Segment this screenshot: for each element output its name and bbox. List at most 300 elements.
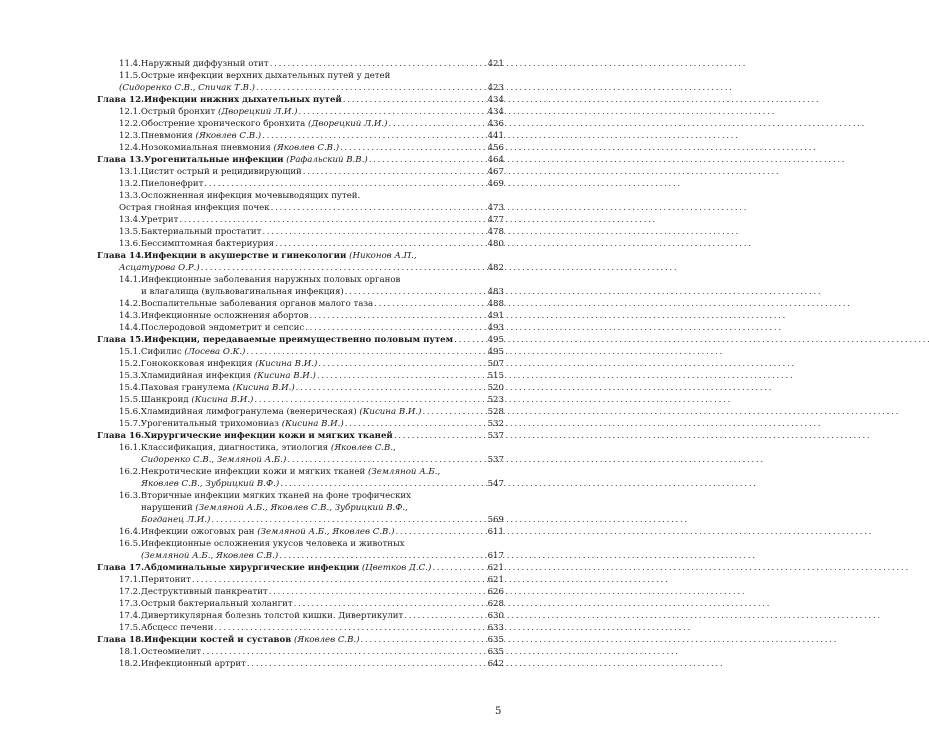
toc-page-number: 617 (487, 551, 504, 561)
toc-entry-row (97, 622, 504, 634)
toc-chapter-row (97, 94, 504, 106)
toc-title-wrap (141, 238, 274, 250)
toc-chapter-row (97, 334, 504, 346)
toc-leader-dots (287, 454, 486, 466)
toc-title: Урогенитальные инфекции (144, 155, 284, 165)
toc-title-wrap (141, 178, 203, 190)
toc-title: Инфекционные осложнения абортов (140, 311, 309, 321)
toc-leader-dots (204, 178, 486, 190)
toc-title: Вторичные инфекции мягких тканей на фоне трофических (140, 491, 412, 501)
toc-title-wrap (141, 478, 279, 490)
toc-title: Острая гнойная инфекция почек (119, 203, 270, 213)
toc-leader-dots (192, 574, 487, 586)
toc-author: (Дворецкий Л.И.) (307, 119, 388, 129)
toc-title: Обострение хронического бронхита (140, 119, 306, 129)
toc-title-wrap (144, 334, 453, 346)
toc-page-number: 421 (487, 59, 504, 69)
toc-leader-dots (369, 154, 487, 166)
toc-title: Послеродовой эндометрит и сепсис (140, 323, 305, 333)
toc-entry-row (97, 190, 504, 202)
toc-entry-row (97, 166, 504, 178)
toc-title: Перитонит (140, 575, 191, 585)
toc-title-wrap (141, 346, 245, 358)
toc-entry-row (97, 490, 504, 502)
toc-author: (Кисина В.И.) (281, 419, 344, 429)
toc-title: Абсцесс печени (140, 623, 214, 633)
toc-page-number: 635 (487, 647, 504, 657)
toc-leader-dots (298, 106, 486, 118)
toc-title-wrap (141, 610, 403, 622)
toc-entry-row (97, 58, 504, 70)
toc-title-wrap (141, 106, 298, 118)
toc-title: Осложненная инфекция мочевыводящих путей. (140, 191, 361, 201)
toc-author: (Кисина В.И.) (253, 371, 316, 381)
toc-page-number: 491 (487, 311, 504, 321)
toc-entry-row (97, 238, 504, 250)
toc-number: 15.1. (119, 347, 141, 357)
toc-leader-dots (394, 430, 487, 442)
toc-entry-row (97, 526, 504, 538)
toc-number: 13.4. (119, 215, 141, 225)
toc-number: 18.2. (119, 659, 141, 669)
toc-title-wrap (144, 94, 342, 106)
toc-page-number: 469 (487, 179, 504, 189)
toc-page-number: 495 (487, 347, 504, 357)
toc-entry-row (97, 454, 504, 466)
toc-number: 14.1. (119, 275, 141, 285)
toc-entry-row (97, 286, 504, 298)
toc-entry-row (97, 502, 504, 514)
toc-page-number: 635 (487, 635, 504, 645)
toc-leader-dots (303, 166, 487, 178)
toc-chapter-row (97, 634, 504, 646)
toc-number: 14.3. (119, 311, 141, 321)
toc-leader-dots (404, 610, 486, 622)
toc-author: Сидоренко С.В., Земляной А.Б.) (141, 455, 287, 465)
toc-number: 11.5. (119, 71, 141, 81)
toc-author: Асцатурова О.Р.) (119, 263, 200, 273)
toc-entry-row (97, 346, 504, 358)
toc-title: Гонококковая инфекция (140, 359, 253, 369)
toc-leader-dots (343, 94, 487, 106)
toc-title: нарушений (141, 503, 193, 513)
toc-number: Глава 16. (97, 431, 145, 441)
toc-title-wrap (141, 442, 396, 454)
toc-title-wrap (141, 322, 304, 334)
toc-number: Глава 18. (97, 635, 145, 645)
toc-title: Острый бактериальный холангит (140, 599, 293, 609)
table-of-contents (97, 58, 504, 670)
toc-title-wrap (141, 190, 360, 202)
toc-entry-row (97, 310, 504, 322)
toc-entry-row (97, 514, 504, 526)
toc-page-number: 493 (487, 323, 504, 333)
toc-leader-dots (275, 238, 486, 250)
toc-page-number: 441 (487, 131, 504, 141)
toc-title-wrap (141, 130, 261, 142)
toc-page-number: 478 (487, 227, 504, 237)
toc-page-number: 483 (487, 287, 504, 297)
toc-title: Инфекционный артрит (140, 659, 246, 669)
toc-leader-dots (280, 478, 486, 490)
toc-leader-dots (247, 658, 487, 670)
toc-leader-dots (214, 622, 486, 634)
toc-leader-dots (279, 550, 486, 562)
toc-entry-row (97, 538, 504, 550)
toc-author: (Дворецкий Л.И.) (217, 107, 298, 117)
toc-number: 17.3. (119, 599, 141, 609)
toc-author: (Яковлев С.В.) (273, 143, 340, 153)
toc-entry-row (97, 574, 504, 586)
toc-entry-row (97, 214, 504, 226)
toc-title-wrap (141, 526, 395, 538)
toc-title-wrap (141, 490, 411, 502)
toc-entry-row (97, 106, 504, 118)
toc-title: Урогенитальный трихомониаз (140, 419, 279, 429)
toc-leader-dots (345, 286, 487, 298)
toc-number: 15.3. (119, 371, 141, 381)
toc-title: Шанкроид (140, 395, 189, 405)
toc-page-number: 434 (487, 107, 504, 117)
toc-page-number: 628 (487, 599, 504, 609)
toc-title: Некротические инфекции кожи и мягких тканей (140, 467, 366, 477)
toc-author: (Яковлев С.В.) (293, 635, 360, 645)
toc-title: Хламидийная инфекция (140, 371, 252, 381)
toc-number: Глава 14. (97, 251, 145, 261)
toc-title: Бактериальный простатит (140, 227, 262, 237)
toc-title-wrap (141, 406, 422, 418)
toc-number: 16.3. (119, 491, 141, 501)
toc-title-wrap (141, 166, 302, 178)
toc-chapter-row (97, 430, 504, 442)
toc-author: (Кисина В.И.) (191, 395, 254, 405)
toc-number: 13.3. (119, 191, 141, 201)
toc-title: Дивертикулярная болезнь толстой кишки. Дивертикулит (140, 611, 404, 621)
toc-entry-row (97, 550, 504, 562)
toc-number: 15.6. (119, 407, 141, 417)
toc-page-number: 495 (487, 335, 504, 345)
toc-page-number: 477 (487, 215, 504, 225)
toc-title-wrap (141, 70, 390, 82)
toc-entry-row (97, 226, 504, 238)
toc-page-number: 456 (487, 143, 504, 153)
toc-leader-dots (254, 394, 486, 406)
toc-title-wrap (141, 418, 344, 430)
toc-number: 18.1. (119, 647, 141, 657)
toc-title: Пиелонефрит (140, 179, 204, 189)
toc-title-wrap (141, 598, 293, 610)
toc-number: 12.1. (119, 107, 141, 117)
toc-title-wrap (144, 250, 417, 262)
toc-entry-row (97, 478, 504, 490)
toc-number: Глава 12. (97, 95, 145, 105)
toc-number: 16.5. (119, 539, 141, 549)
toc-author: (Земляной А.Б., Яковлев С.В.) (257, 527, 395, 537)
toc-author: (Яковлев С.В.) (195, 131, 262, 141)
toc-title: Инфекции костей и суставов (144, 635, 292, 645)
toc-title: Инфекции ожоговых ран (140, 527, 255, 537)
toc-entry-row (97, 70, 504, 82)
toc-number: 14.2. (119, 299, 141, 309)
toc-title: Хирургические инфекции кожи и мягких тканей (144, 431, 393, 441)
toc-leader-dots (256, 82, 487, 94)
toc-page-number: 633 (487, 623, 504, 633)
toc-entry-row (97, 358, 504, 370)
toc-title-wrap (141, 298, 373, 310)
page-number: 5 (495, 706, 502, 717)
toc-title: Инфекции, передаваемые преимущественно половым путем (144, 335, 454, 345)
toc-page-number: 630 (487, 611, 504, 621)
toc-author: (Земляной А.Б., Яковлев С.В.) (141, 551, 279, 561)
toc-number: 12.2. (119, 119, 141, 129)
toc-title: Сифилис (140, 347, 182, 357)
toc-entry-row (97, 178, 504, 190)
toc-title-wrap (141, 142, 339, 154)
toc-leader-dots (211, 514, 486, 526)
toc-number: 17.1. (119, 575, 141, 585)
toc-title-wrap (119, 82, 255, 94)
toc-number: 16.1. (119, 443, 141, 453)
toc-chapter-row (97, 250, 504, 262)
toc-entry-row (97, 142, 504, 154)
toc-title: Классификация, диагностика, этиология (140, 443, 329, 453)
toc-page-number: 467 (487, 167, 504, 177)
toc-title: Паховая гранулема (140, 383, 230, 393)
toc-title-wrap (141, 658, 246, 670)
toc-entry-row (97, 274, 504, 286)
toc-page-number: 480 (487, 239, 504, 249)
toc-entry-row (97, 610, 504, 622)
toc-number: 17.5. (119, 623, 141, 633)
toc-number: 15.2. (119, 359, 141, 369)
toc-page-number: 507 (487, 359, 504, 369)
toc-author: (Рафальский В.В.) (286, 155, 368, 165)
toc-leader-dots (246, 346, 486, 358)
toc-entry-row (97, 382, 504, 394)
toc-title: Воспалительные заболевания органов малого таза (140, 299, 374, 309)
toc-title: Пневмония (140, 131, 193, 141)
toc-page-number: 464 (487, 155, 504, 165)
toc-number: 17.2. (119, 587, 141, 597)
toc-leader-dots (179, 214, 486, 226)
toc-title: Инфекционные заболевания наружных половых органов (140, 275, 401, 285)
toc-title: Хламидийная лимфогранулема (венерическая) (140, 407, 357, 417)
toc-title-wrap (144, 562, 431, 574)
toc-title: Инфекции в акушерстве и гинекологии (144, 251, 347, 261)
toc-number: 11.4. (119, 59, 141, 69)
toc-title: Инфекционные осложнения укусов человека и животных (140, 539, 405, 549)
toc-author: Яковлев С.В., Зубрицкий В.Ф.) (141, 479, 280, 489)
toc-leader-dots (340, 142, 487, 154)
toc-author: Богданец Л.И.) (141, 515, 211, 525)
toc-entry-row (97, 298, 504, 310)
toc-author: (Яковлев С.В., (330, 443, 396, 453)
toc-number: 12.4. (119, 143, 141, 153)
toc-entry-row (97, 598, 504, 610)
toc-title-wrap (141, 310, 309, 322)
toc-title-wrap (119, 202, 270, 214)
toc-page-number: 537 (487, 431, 504, 441)
toc-number: Глава 17. (97, 563, 145, 573)
toc-title: Абдоминальные хирургические инфекции (144, 563, 360, 573)
toc-title-wrap (141, 214, 179, 226)
toc-author: (Цветков Д.С.) (361, 563, 432, 573)
toc-page-number: 482 (487, 263, 504, 273)
toc-page-number: 621 (487, 575, 504, 585)
toc-author: (Лосева О.К.) (184, 347, 246, 357)
toc-number: 16.2. (119, 467, 141, 477)
toc-leader-dots (262, 130, 486, 142)
toc-entry-row (97, 322, 504, 334)
toc-title-wrap (141, 370, 316, 382)
toc-chapter-row (97, 562, 504, 574)
toc-title-wrap (141, 286, 344, 298)
toc-leader-dots (294, 598, 487, 610)
toc-title-wrap (141, 550, 278, 562)
toc-page-number: 423 (487, 83, 504, 93)
toc-title-wrap (141, 58, 269, 70)
toc-title-wrap (141, 118, 388, 130)
toc-page-number: 626 (487, 587, 504, 597)
toc-title: Инфекции нижних дыхательных путей (144, 95, 342, 105)
toc-entry-row (97, 646, 504, 658)
toc-leader-dots (296, 382, 487, 394)
toc-page-number: 488 (487, 299, 504, 309)
toc-number: 15.7. (119, 419, 141, 429)
toc-entry-row (97, 202, 504, 214)
toc-author: (Сидоренко С.В., Спичак Т.В.) (119, 83, 256, 93)
toc-page-number: 537 (487, 455, 504, 465)
toc-title-wrap (141, 586, 268, 598)
toc-entry-row (97, 82, 504, 94)
toc-entry-row (97, 130, 504, 142)
toc-title: Деструктивный панкреатит (140, 587, 268, 597)
toc-title-wrap (144, 154, 368, 166)
toc-leader-dots (262, 226, 486, 238)
toc-page-number: 515 (487, 371, 504, 381)
toc-title: Острый бронхит (140, 107, 216, 117)
toc-entry-row (97, 406, 504, 418)
toc-number: 16.4. (119, 527, 141, 537)
toc-leader-dots (317, 370, 487, 382)
toc-page-number: 532 (487, 419, 504, 429)
toc-title: Наружный диффузный отит (140, 59, 269, 69)
toc-entry-row (97, 442, 504, 454)
toc-entry-row (97, 394, 504, 406)
toc-author: (Кисина В.И.) (232, 383, 295, 393)
toc-leader-dots (270, 58, 487, 70)
toc-number: 13.1. (119, 167, 141, 177)
toc-author: (Кисина В.И.) (255, 359, 318, 369)
toc-title: Цистит острый и рецидивирующий (140, 167, 302, 177)
toc-leader-dots (374, 298, 486, 310)
toc-title-wrap (141, 382, 295, 394)
toc-leader-dots (269, 586, 487, 598)
toc-title-wrap (141, 574, 191, 586)
toc-title: Остеомиелит (140, 647, 202, 657)
toc-title-wrap (144, 430, 393, 442)
toc-page-number: 621 (487, 563, 504, 573)
toc-page-number: 547 (487, 479, 504, 489)
toc-entry-row (97, 466, 504, 478)
toc-title-wrap (141, 454, 286, 466)
toc-leader-dots (395, 526, 486, 538)
toc-leader-dots (310, 310, 487, 322)
toc-page-number: 611 (487, 527, 504, 537)
toc-number: 15.4. (119, 383, 141, 393)
toc-entry-row (97, 118, 504, 130)
toc-entry-row (97, 586, 504, 598)
toc-title-wrap (141, 274, 401, 286)
toc-title-wrap (141, 502, 408, 514)
toc-leader-dots (318, 358, 486, 370)
toc-page-number: 434 (487, 95, 504, 105)
toc-leader-dots (271, 202, 487, 214)
toc-title-wrap (141, 466, 440, 478)
toc-page-number: 523 (487, 395, 504, 405)
toc-title-wrap (141, 646, 201, 658)
toc-page-number: 642 (487, 659, 504, 669)
toc-title: Нозокомиальная пневмония (140, 143, 271, 153)
toc-leader-dots (432, 562, 486, 574)
toc-leader-dots (422, 406, 486, 418)
toc-title-wrap (141, 514, 210, 526)
toc-title: Бессимптомная бактериурия (140, 239, 275, 249)
toc-title-wrap (144, 634, 360, 646)
toc-title-wrap (119, 262, 200, 274)
toc-entry-row (97, 370, 504, 382)
toc-leader-dots (345, 418, 487, 430)
toc-entry-row (97, 262, 504, 274)
toc-number: Глава 13. (97, 155, 145, 165)
toc-number: 15.5. (119, 395, 141, 405)
toc-number: 13.6. (119, 239, 141, 249)
toc-page-number: 436 (487, 119, 504, 129)
toc-number: 14.4. (119, 323, 141, 333)
toc-title: Уретрит (140, 215, 179, 225)
toc-page-number: 528 (487, 407, 504, 417)
toc-entry-row (97, 658, 504, 670)
toc-title-wrap (141, 226, 262, 238)
toc-leader-dots (305, 322, 486, 334)
toc-author: (Кисина В.И.) (359, 407, 422, 417)
toc-number: 17.4. (119, 611, 141, 621)
toc-number: 13.5. (119, 227, 141, 237)
toc-leader-dots (202, 646, 486, 658)
toc-leader-dots (361, 634, 487, 646)
toc-entry-row (97, 418, 504, 430)
toc-title-wrap (141, 538, 405, 550)
toc-title-wrap (141, 394, 254, 406)
toc-author: (Никонов А.П., (349, 251, 417, 261)
toc-title: и влагалища (вульвовагинальная инфекция) (141, 287, 344, 297)
toc-page-number: 473 (487, 203, 504, 213)
toc-number: 12.3. (119, 131, 141, 141)
toc-title: Острые инфекции верхних дыхательных путей у детей (140, 71, 391, 81)
toc-title-wrap (141, 622, 214, 634)
toc-page-number: 520 (487, 383, 504, 393)
toc-leader-dots (454, 334, 486, 346)
toc-number: Глава 15. (97, 335, 145, 345)
toc-chapter-row (97, 154, 504, 166)
toc-leader-dots (389, 118, 487, 130)
toc-leader-dots (201, 262, 487, 274)
toc-number: 13.2. (119, 179, 141, 189)
toc-title-wrap (141, 358, 317, 370)
toc-author: (Земляной А.Б., Яковлев С.В., Зубрицкий В.Ф., (195, 503, 408, 513)
toc-page-number: 569 (487, 515, 504, 525)
toc-author: (Земляной А.Б., (368, 467, 441, 477)
